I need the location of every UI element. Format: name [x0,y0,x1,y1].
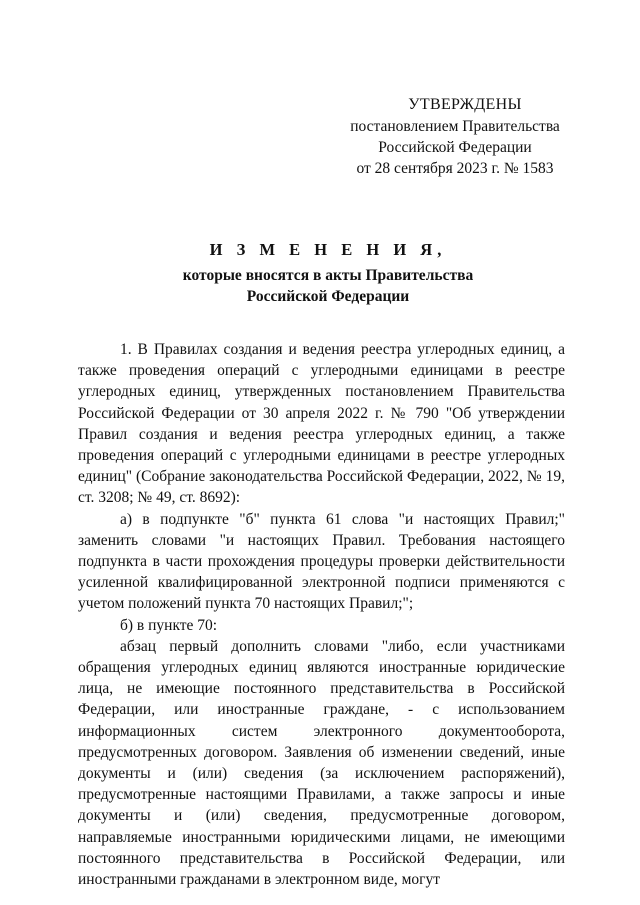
document-subtitle [0,265,640,307]
paragraph-subitem-a: а) в подпункте "б" пункта 61 слова "и настоящих Правил;" заменить словами "и настоящих Правил. Требования настоящего подпункта в части прохождения процедуры проверки действительности усиленной квалифицированной электронной подписи применяются с учетом положений пункта 70 настоящих Правил;"; [78,510,565,613]
approval-line-3: от 28 сентября 2023 г. № 1583 [356,160,554,177]
document-title: И З М Е Н Е Н И Я, [209,240,447,259]
paragraph-item-1: 1. В Правилах создания и ведения реестра углеродных единиц, а также проведения операций с углеродными единицами в реестре углеродных единиц, утвержденных постановлением Правительства Российской Федерации от 30 апреля 2022 г. № 790 "Об утверждении Правил создания и ведения реестра углеродных единиц, а также проведения операций с углеродными единицами в реестре углеродных единиц" (Собрание законодательства Российской Федерации, 2022, № 19, ст. 3208; № 49, ст. 8692): [78,341,565,507]
document-body [78,339,565,890]
paragraph-abzac: абзац первый дополнить словами "либо, если участниками обращения углеродных единиц являются иностранные юридические лица, не имеющие постоянного представительства в Российской Федерации, или иностранные граждане, - с использованием информационных систем электронного документооборота, предусмотренных договором. Заявления об изменении сведений, иные документы и (или) сведения (за исключением распоряжений), предусмотренные настоящими Правилами, а также запросы и иные документы и (или) сведения, предусмотренные договором, направляемые иностранными юридическими лицами, не имеющими постоянного представительства в Российской Федерации, или иностранными гражданами в электронном виде, могут [78,637,565,889]
approval-line-1: постановлением Правительства [350,118,560,135]
paragraph-subitem-b: б) в пункте 70: [120,616,218,634]
approval-stamp-title: УТВЕРЖДЕНЫ [408,96,522,113]
approval-line-2: Российской Федерации [378,139,532,156]
subtitle-line-2: Российской Федерации [246,288,410,305]
subtitle-line-1: которые вносятся в акты Правительства [182,267,474,284]
approval-block [335,94,575,179]
